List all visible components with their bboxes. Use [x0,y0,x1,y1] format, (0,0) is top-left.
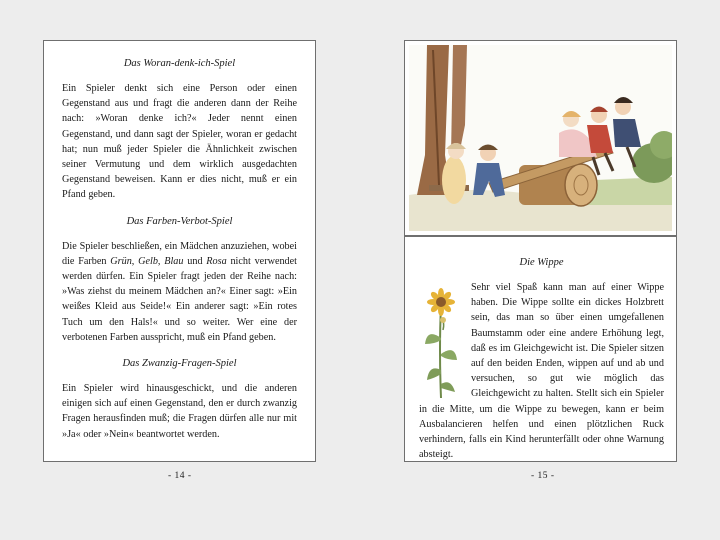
section-title-zwanzig: Das Zwanzig-Fragen-Spiel [122,358,237,370]
sunflower-illustration [421,288,461,400]
section-text-farben [62,239,297,345]
section-title-woran: Das Woran-denk-ich-Spiel [123,58,236,69]
sunflower-icon [421,288,461,400]
color-separator: , [131,255,139,267]
color-separator: , [157,255,165,267]
farben-text-after: nicht verwendet werden dürfen. Ein Spieler fragt jeden der Reihe nach: »Was ziehst du meinem Mädchen an?« Einer sagt: »Ein weißes Kleid aus Seide!« Ein anderer sagt: »Ein rotes Tuch um den Hals!« und so weiter. Wer eine der verbotenen Farben ausspricht, muß ein Pfand geben. [62,255,297,343]
farben-text-before: Die Spieler beschließen, ein Mädchen anzuziehen, wobei die Farben [62,240,297,267]
left-page-frame [43,40,316,462]
color-word-rosa: Rosa [206,255,227,267]
color-separator: und [183,255,207,267]
color-word-blau: Blau [164,255,184,267]
section-text-woran: Ein Spieler denkt sich eine Person oder einen Gegenstand aus und fragt die anderen dann der Reihe nach: »Woran denke ich?« Jeder nennt einen Gegenstand, und dann sagt der Spieler, woran er gedacht hat; nun muß jeder Spieler die Ähnlichkeit zwischen seiner Vermutung und dem wirklich ausgedachten Gegenstand beweisen. Kann er dies nicht, muß er ein Pfand geben. [62,83,297,201]
color-word-gelb: Gelb [138,255,158,267]
section-text-wippe: Sehr viel Spaß kann man auf einer Wippe haben. Die Wippe sollte ein dickes Holzbrett sein, das man so über einen umgefallenen Baumstamm oder eine andere Erhöhung legt, daß es im Gleichgewicht ist. Die Spieler sitzen auf den beiden Enden, wippen auf und ab und versuchen, so gut wie möglich das Gleichgewicht zu halten. Stellt sich ein Spieler in die Mitte, um die Wippe zu bewegen, kann er beim Ausbalancieren helfen und einen plötzlichen Ruck verhindern, falls ein Kind herunterfällt oder ohne Warnung absteigt. [419,282,664,461]
page-number-right: - 15 - [531,471,555,481]
illustration-frame [404,40,677,236]
right-text-frame [404,236,677,462]
color-word-gruen: Grün [110,255,132,267]
section-title-farben: Das Farben-Verbot-Spiel [126,215,233,227]
children-seesaw-illustration [409,45,672,231]
section-text-zwanzig: Ein Spieler wird hinausgeschickt, und die anderen einigen sich auf einen Gegenstand, den er durch zwanzig Fragen herausfinden muß; die Fragen dürfen alle nur mit »Ja« oder »Nein« beantwortet werden. [62,383,297,440]
section-title-wippe: Die Wippe [519,257,564,268]
seesaw-scene-icon [409,45,672,231]
page-number-left: - 14 - [168,471,192,481]
